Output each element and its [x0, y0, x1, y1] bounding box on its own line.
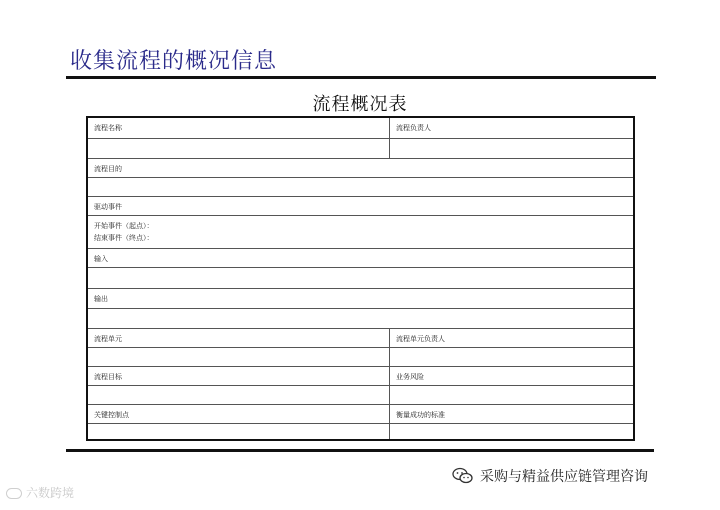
form-row: [88, 138, 633, 158]
form-row: [88, 215, 633, 248]
output-label: 输出: [94, 295, 108, 303]
form-row: [88, 196, 633, 215]
process-unit-label: 流程单元: [94, 335, 122, 343]
form-row: [88, 423, 633, 439]
process-name-label: 流程名称: [94, 124, 122, 132]
slide-title: 收集流程的概况信息: [70, 49, 278, 74]
watermark-right: [452, 466, 648, 486]
form-row: [88, 404, 633, 423]
top-divider: [66, 76, 656, 79]
bottom-divider: [66, 449, 654, 452]
process-goal-value[interactable]: [88, 386, 389, 404]
process-unit-value[interactable]: [88, 348, 389, 366]
success-criteria-value[interactable]: [389, 424, 635, 439]
process-name-value[interactable]: [88, 139, 389, 158]
wechat-icon: [452, 467, 474, 485]
success-criteria-label: 衡量成功的标准: [389, 405, 635, 423]
form-row: [88, 347, 633, 366]
form-row: [88, 308, 633, 328]
input-label: 输入: [94, 255, 108, 263]
process-purpose-value[interactable]: [88, 178, 633, 196]
start-event-label: 开始事件（起点）：: [94, 222, 154, 230]
process-overview-form: [86, 116, 635, 441]
watermark-left: [6, 484, 74, 501]
end-event-label: 结束事件（终点）：: [94, 234, 154, 242]
form-row: [88, 177, 633, 196]
form-row: [88, 385, 633, 404]
watermark-left-text: 六数跨境: [26, 486, 75, 500]
form-row: [88, 158, 633, 177]
process-goal-label: 流程目标: [94, 373, 122, 381]
business-risk-label: 业务风险: [389, 367, 635, 385]
process-purpose-label: 流程目的: [94, 165, 122, 173]
input-value[interactable]: [88, 268, 633, 288]
watermark-logo-icon: [6, 488, 22, 499]
form-row: [88, 248, 633, 267]
form-row: [88, 328, 633, 347]
form-row: [88, 288, 633, 308]
start-end-event-cell[interactable]: [88, 216, 633, 248]
business-risk-value[interactable]: [389, 386, 635, 404]
watermark-right-text: 采购与精益供应链管理咨询: [480, 469, 648, 485]
form-row: [88, 118, 633, 138]
form-row: [88, 366, 633, 385]
process-owner-label: 流程负责人: [389, 118, 635, 138]
process-unit-owner-value[interactable]: [389, 348, 635, 366]
key-control-label: 关键控制点: [94, 411, 129, 419]
key-control-value[interactable]: [88, 424, 389, 439]
process-unit-owner-label: 流程单元负责人: [389, 329, 635, 347]
form-row: [88, 267, 633, 288]
output-value[interactable]: [88, 309, 633, 328]
table-caption: 流程概况表: [312, 94, 408, 115]
trigger-event-label: 驱动事件: [94, 203, 122, 211]
process-owner-value[interactable]: [389, 139, 635, 158]
